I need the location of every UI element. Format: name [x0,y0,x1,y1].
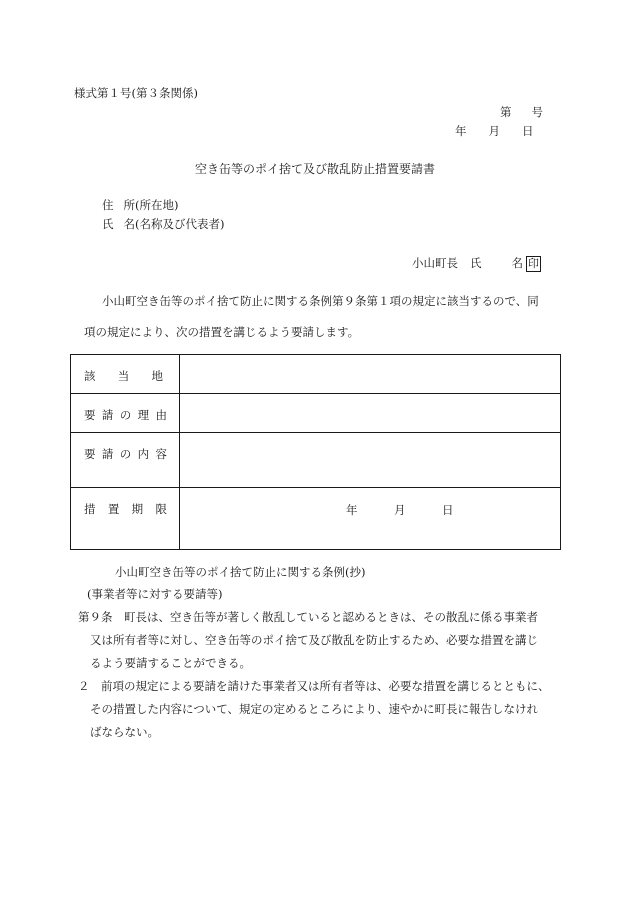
excerpt-line-2: 又は所有者等に対し、空き缶等のポイ捨て及び散乱を防止するため、必要な措置を講じ [90,633,539,647]
seal-mark: 印 [528,257,539,270]
label-location: 該 当 地 [71,355,180,394]
period-value-cell[interactable] [180,488,561,550]
period-year: 年 [346,503,358,517]
excerpt-heading: 小山町空き缶等のポイ捨て防止に関する条例(抄) [115,565,366,579]
issue-date: 年 月 日 [455,124,534,138]
issuer-line: 小山町長 氏 名 印 [412,256,539,270]
address-label: 住 所(所在地) [102,198,179,212]
label-period: 措 置 期 限 [71,488,180,550]
document-title: 空き缶等のポイ捨て及び散乱防止措置要請書 [194,162,435,176]
excerpt-subheading: (事業者等に対する要請等) [87,587,223,601]
location-value-cell[interactable] [180,355,561,394]
name-label: 氏 名(名称及び代表者) [102,217,225,231]
excerpt-line-6: ばならない。 [90,725,159,739]
request-table [70,354,561,550]
form-number: 様式第１号(第３条関係) [74,86,198,100]
excerpt-line-5: その措置した内容について、規定の定めるところにより、速やかに町長に報告しなけれ [90,702,539,716]
label-content: 要 請 の 内 容 [71,433,180,488]
table-row [71,355,561,394]
excerpt-line-3: るよう要請することができる。 [90,656,251,670]
doc-number-label: 第 号 [500,105,543,119]
label-reason: 要 請 の 理 由 [71,394,180,433]
table-row [71,394,561,433]
period-day: 日 [442,503,454,517]
body-text-line-2: 項の規定により、次の措置を講じるよう要請します。 [84,325,360,339]
excerpt-line-1: 第９条 町長は、空き缶等が著しく散乱していると認めるときは、その散乱に係る事業者 [78,610,538,624]
table-row [71,488,561,550]
table-row [71,433,561,488]
issuer-title: 小山町長 [412,256,458,270]
content-value-cell[interactable] [180,433,561,488]
excerpt-line-4: ２ 前項の規定による要請を請けた事業者又は所有者等は、必要な措置を講じるとともに、 [78,679,550,693]
period-month: 月 [394,503,406,517]
reason-value-cell[interactable] [180,394,561,433]
body-text-line-1: 小山町空き缶等のポイ捨て防止に関する条例第９条第１項の規定に該当するので、同 [102,294,539,308]
